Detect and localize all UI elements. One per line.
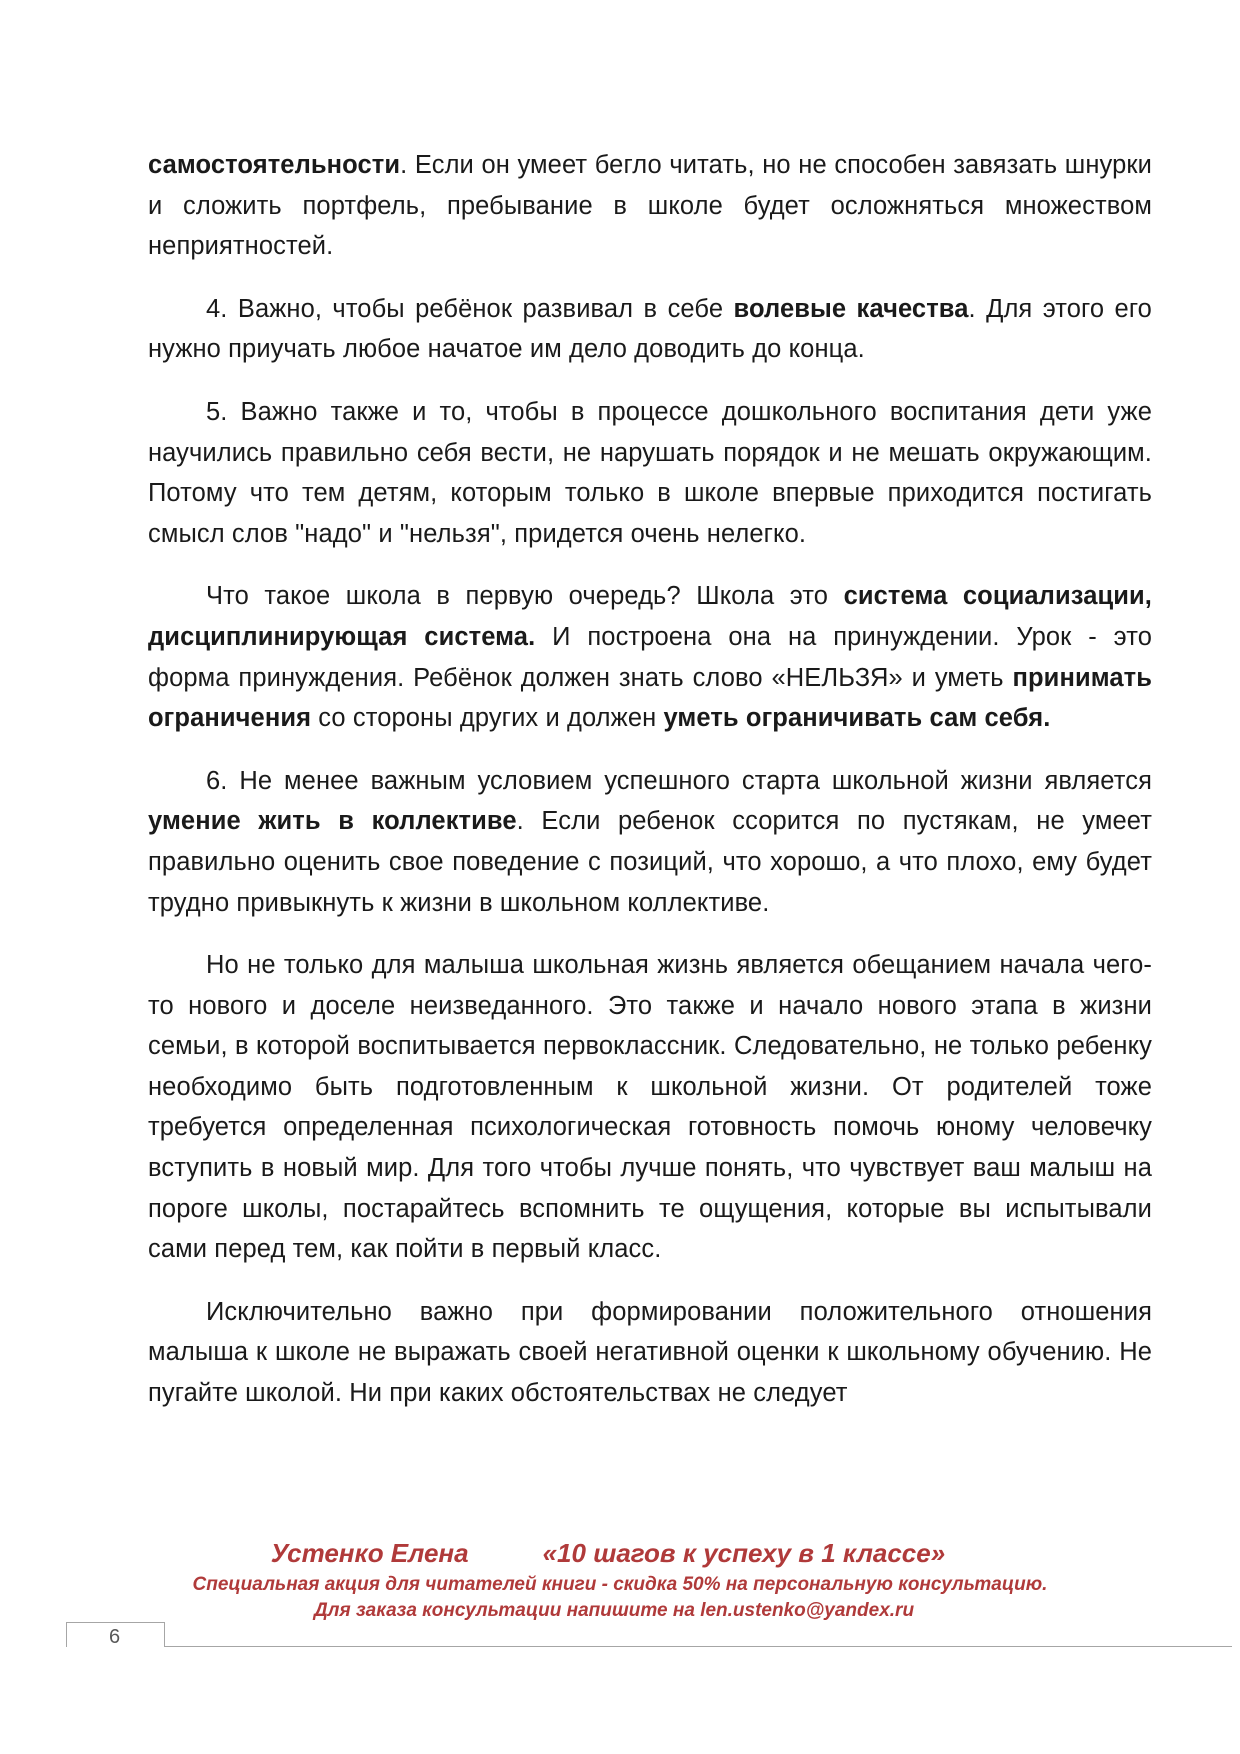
footer-promo: Специальная акция для читателей книги - скидка 50% на персональную консультацию. [192, 1574, 1048, 1595]
paragraph-5-text-a: 6. Не менее важным условием успешного старта школьной жизни является [206, 766, 1152, 795]
page-number: 6 [108, 1626, 121, 1648]
bold-self-limit: уметь ограничивать сам себя. [663, 704, 1051, 733]
footer-order-contact: Для заказа консультации напишите на len.ustenko@yandex.ru [313, 1600, 915, 1621]
paragraph-1 [148, 145, 1152, 267]
paragraph-2-text-b: . Для этого его нужно приучать любое начатое им дело доводить до конца. [148, 294, 1152, 364]
paragraph-2-text-a: 4. Важно, чтобы ребёнок развивал в себе [206, 294, 734, 323]
paragraph-1-text: . Если он умеет бегло читать, но не способен завязать шнурки и сложить портфель, пребывание в школе будет осложняться множеством неприятностей. [148, 151, 1152, 261]
paragraph-3 [148, 392, 1152, 554]
paragraph-7-text: Исключительно важно при формировании положительного отношения малыша к школе не выражать своей негативной оценки к школьному обучению. Не пугайте школой. Ни при каких обстоятельствах не следует [148, 1297, 1152, 1408]
bold-independence: самостоятельности [148, 151, 401, 179]
paragraph-5-text-b: . Если ребенок ссорится по пустякам, не умеет правильно оценить свое поведение с позиций, что хорошо, а что плохо, ему будет трудно привыкнуть к жизни в школьном коллективе. [148, 807, 1152, 917]
bold-socialization-system: система социализации, дисциплинирующая система. [148, 582, 1152, 651]
paragraph-6 [148, 945, 1152, 1270]
body-text [148, 145, 1152, 1436]
bold-live-in-collective: умение жить в коллективе [148, 807, 517, 836]
paragraph-4-text-a: Что такое школа в первую очередь? Школа это [206, 582, 844, 611]
footer-book-title: «10 шагов к успеху в 1 классе» [542, 1538, 946, 1568]
paragraph-4 [148, 576, 1152, 738]
bold-willpower: волевые качества [733, 294, 969, 323]
footer-rule [66, 1646, 1232, 1647]
paragraph-6-text: Но не только для малыша школьная жизнь является обещанием начала чего-то нового и доселе неизведанного. Это также и начало нового этапа в жизни семьи, в которой воспитывается первоклассник. Следовательно, не только ребенку необходимо быть подготовленным к школьной жизни. От родителей тоже требуется определенная психологическая готовность помочь юному человечку вступить в новый мир. Для того чтобы лучше понять, что чувствует ваш малыш на пороге школы, постарайтесь вспомнить те ощущения, которые вы испытывали сами перед тем, как пойти в первый класс. [148, 951, 1152, 1264]
paragraph-4-text-b: И построена она на принуждении. Урок - это форма принуждения. Ребёнок должен знать слово «НЕЛЬЗЯ» и уметь [148, 622, 1153, 692]
footer-author: Устенко Елена [270, 1538, 469, 1568]
paragraph-2 [148, 289, 1152, 370]
paragraph-4-text-c: со стороны других и должен [311, 704, 664, 733]
paragraph-7 [148, 1292, 1152, 1414]
paragraph-3-text: 5. Важно также и то, чтобы в процессе дошкольного воспитания дети уже научились правильно себя вести, не нарушать порядок и не мешать окружающим. Потому что тем детям, которым только в школе впервые приходится постигать смысл слов "надо" и "нельзя", придется очень нелегко. [148, 397, 1152, 548]
footer-title-line [0, 1537, 1228, 1569]
bold-accept-limits: принимать ограничения [148, 663, 1152, 733]
paragraph-5 [148, 761, 1152, 923]
